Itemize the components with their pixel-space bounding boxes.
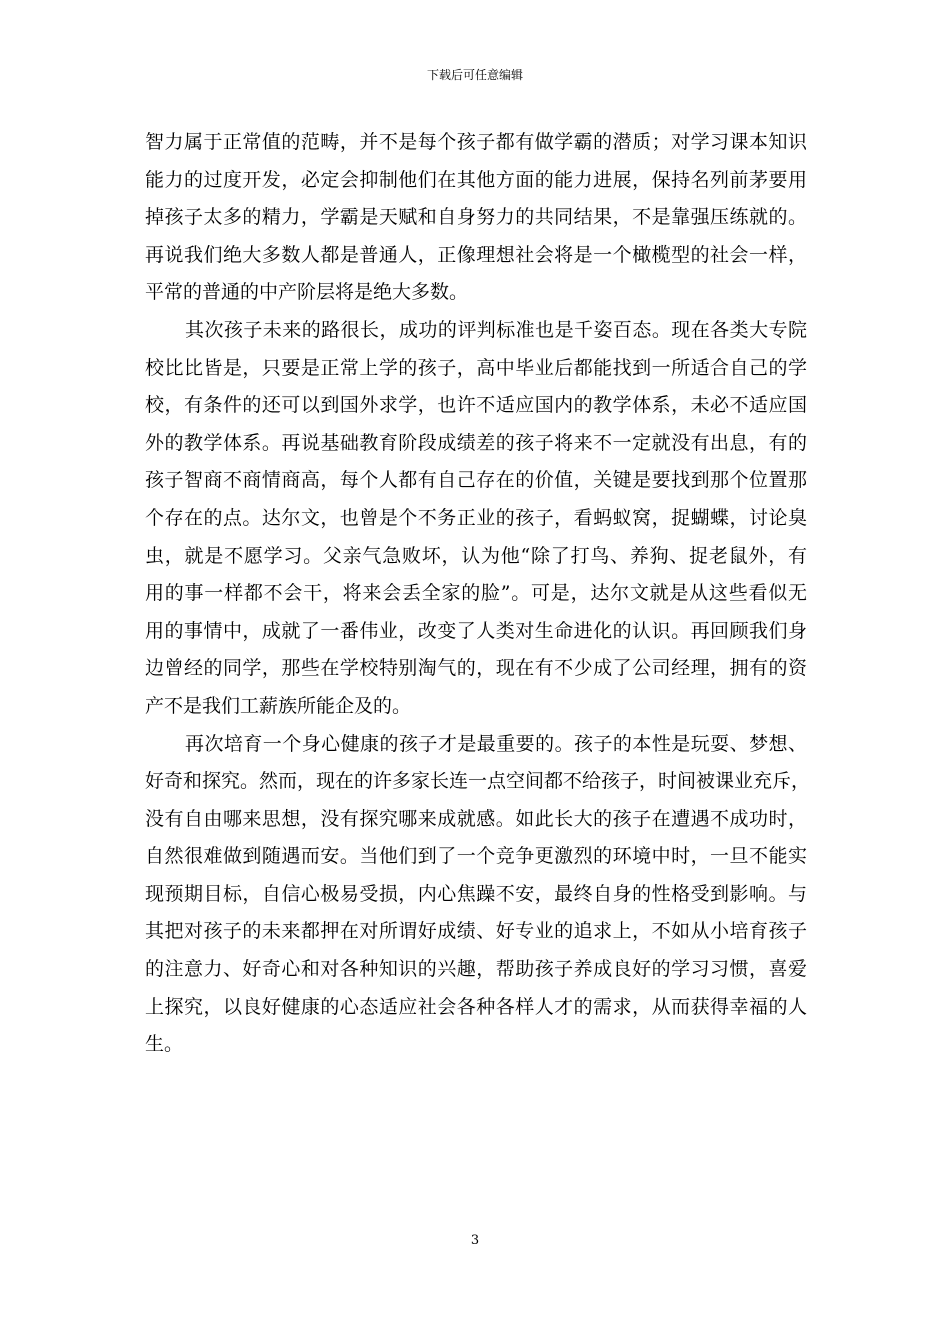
- text-line: 个存在的点。达尔文，也曾是个不务正业的孩子，看蚂蚁窝，捉蝴蝶，讨论臭: [145, 506, 807, 529]
- text-line: 校，有条件的还可以到国外求学，也许不适应国内的教学体系，未必不适应国: [145, 394, 807, 417]
- text-line: 平常的普通的中产阶层将是绝大多数。: [145, 281, 469, 304]
- page-header: 下载后可任意编辑: [426, 68, 523, 82]
- text-line: 用的事情中，成就了一番伟业，改变了人类对生命进化的认识。再回顾我们身: [145, 619, 807, 642]
- text-line: 边曾经的同学，那些在学校特别淘气的，现在有不少成了公司经理，拥有的资: [145, 657, 807, 680]
- text-line: 外的教学体系。再说基础教育阶段成绩差的孩子将来不一定就没有出息，有的: [145, 431, 807, 454]
- text-line: 生。: [145, 1033, 184, 1056]
- body-text: [145, 124, 811, 1064]
- text-line: 校比比皆是，只要是正常上学的孩子，高中毕业后都能找到一所适合自己的学: [145, 356, 807, 379]
- text-line: 能力的过度开发，必定会抑制他们在其他方面的能力进展，保持名列前茅要用: [145, 168, 807, 191]
- text-line: 现预期目标，自信心极易受损，内心焦躁不安，最终自身的性格受到影响。与: [145, 882, 807, 905]
- paragraph-first-line: 其次孩子未来的路很长，成功的评判标准也是千姿百态。现在各类大专院: [185, 318, 807, 341]
- text-line: 的注意力、好奇心和对各种知识的兴趣，帮助孩子养成良好的学习习惯，喜爱: [145, 958, 807, 981]
- text-line: 没有自由哪来思想，没有探究哪来成就感。如此长大的孩子在遭遇不成功时，: [145, 807, 807, 830]
- paragraph-first-line: 再次培育一个身心健康的孩子才是最重要的。孩子的本性是玩耍、梦想、: [185, 732, 807, 755]
- page-number: 3: [470, 1233, 480, 1248]
- text-line: 好奇和探究。然而，现在的许多家长连一点空间都不给孩子，时间被课业充斥，: [145, 770, 811, 793]
- text-line: 其把对孩子的未来都押在对所谓好成绩、好专业的追求上，不如从小培育孩子: [145, 920, 807, 943]
- text-line: 上探究，以良好健康的心态适应社会各种各样人才的需求，从而获得幸福的人: [145, 995, 807, 1018]
- text-line: 掉孩子太多的精力，学霸是天赋和自身努力的共同结果，不是靠强压练就的。: [145, 206, 807, 229]
- text-line: 用的事一样都不会干，将来会丢全家的脸”。可是，达尔文就是从这些看似无: [145, 582, 807, 605]
- text-line: 智力属于正常值的范畴，并不是每个孩子都有做学霸的潜质；对学习课本知识: [145, 131, 807, 153]
- text-line: 再说我们绝大多数人都是普通人，正像理想社会将是一个橄榄型的社会一样，: [145, 243, 807, 266]
- text-line: 产不是我们工薪族所能企及的。: [145, 694, 412, 717]
- text-line: 孩子智商不商情商高，每个人都有自己存在的价值，关键是要找到那个位置那: [145, 469, 807, 492]
- text-line: 自然很难做到随遇而安。当他们到了一个竞争更激烈的环境中时，一旦不能实: [145, 845, 807, 868]
- text-line: 虫，就是不愿学习。父亲气急败坏，认为他“除了打鸟、养狗、捉老鼠外，有: [145, 544, 807, 567]
